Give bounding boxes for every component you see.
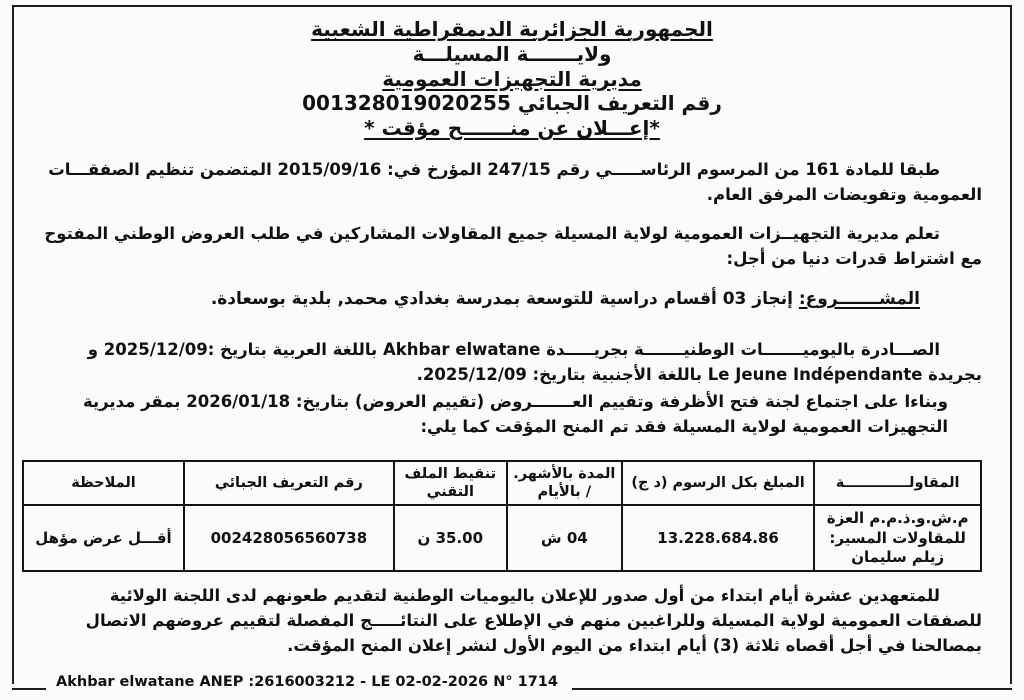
header-technical-score: تنقيط الملف التقني: [394, 461, 507, 505]
project-text: إنجاز 03 أقسام دراسية للتوسعة بمدرسة بغدادي محمد, بلدية بوسعادة.: [210, 288, 793, 309]
footer-rule-line: [572, 678, 1012, 690]
header-amount: المبلغ بكل الرسوم (د ج): [622, 461, 815, 505]
header-contractor: المقاولـــــــــــــة: [814, 461, 981, 505]
footer-reference-text: Akhbar elwatane ANEP :2616003212 - LE 02-02-2026 N° 1714: [56, 674, 558, 690]
cell-note: أقـــل عرض مؤهل: [23, 505, 184, 571]
tax-id-label: رقم التعريف الجبائي: [517, 91, 722, 116]
award-table: [22, 460, 982, 572]
document-footer: [12, 674, 1016, 690]
cell-duration: 04 ش: [507, 505, 622, 571]
appeal-paragraph: للمتعهدين عشرة أيام ابتداء من أول صدور للإعلان باليوميات الوطنية لتقديم طعونهم لدى اللجنة الولائية للصفقات العمومية لولاية المسيلة وللراغبين منهم في الإطلاع على النتائـــــج المفصلة لتقييم عروضهم الاتصال بمصالحنا في أجل أقصاه ثلاثة (3) أيام ابتداء من اليوم الأول لنشر إعلان المنح المؤقت.: [85, 586, 982, 655]
wilaya-title: ولايـــــــة المسيلـــة: [412, 41, 612, 66]
publication-paragraph: الصـــادرة باليوميـــــــات الوطنيـــــــة بجريـــــدة Akhbar elwatane باللغة العربية بتاريخ :2025/12/09 و بجريدة Le Jeune Indépendante باللغة الأجنبية بتاريخ: 2025/12/09.: [87, 340, 982, 385]
inform-paragraph: تعلم مديرية التجهيــزات العمومية لولاية المسيلة جميع المقاولات المشاركين في طلب العروض الوطني المفتوح مع اشتراط قدرات دنيا من أجل:: [44, 224, 982, 269]
cell-contractor: م.ش.و.ذ.م.م العزة للمقاولات المسير: زيلم سليمان: [814, 505, 981, 571]
cell-amount: 13.228.684.86: [622, 505, 815, 571]
table-header-row: [23, 461, 981, 505]
header-note: الملاحظة: [23, 461, 184, 505]
header-duration: المدة بالأشهر. / بالأيام: [507, 461, 622, 505]
footer-corner-line: [12, 678, 46, 690]
tax-id-number: 001328019020255: [302, 91, 511, 116]
decree-paragraph: طبقا للمادة 161 من المرسوم الرئاســـــي رقم 247/15 المؤرخ في: 2015/09/16 المتضمن تنظيم الصفقـــات العمومية وتفويضات المرفق العام.: [48, 159, 982, 204]
announcement-document: [14, 7, 1010, 682]
directorate-title: مديرية التجهيزات العمومية: [382, 66, 642, 91]
cell-tax-id: 002428056560738: [184, 505, 394, 571]
cell-technical-score: 35.00 ن: [394, 505, 507, 571]
document-header: [42, 17, 982, 141]
tax-id-line: [42, 91, 982, 116]
table-row: [23, 505, 981, 571]
announcement-title: *إعـــلان عن منـــــــح مؤقت *: [364, 116, 660, 141]
republic-title: الجمهورية الجزائرية الديمقراطية الشعبية: [311, 17, 713, 41]
project-line: [42, 287, 982, 313]
project-label: المشـــــــروع:: [798, 288, 920, 309]
header-tax-id: رقم التعريف الجبائي: [184, 461, 394, 505]
committee-paragraph: وبناءا على اجتماع لجنة فتح الأظرفة وتقييم العـــــــروض (تقييم العروض) بتاريخ: 2026/01/18 بمقر مديرية التجهيزات العمومية لولاية المسيلة فقد تم المنح المؤقت كما يلي:: [82, 391, 948, 436]
